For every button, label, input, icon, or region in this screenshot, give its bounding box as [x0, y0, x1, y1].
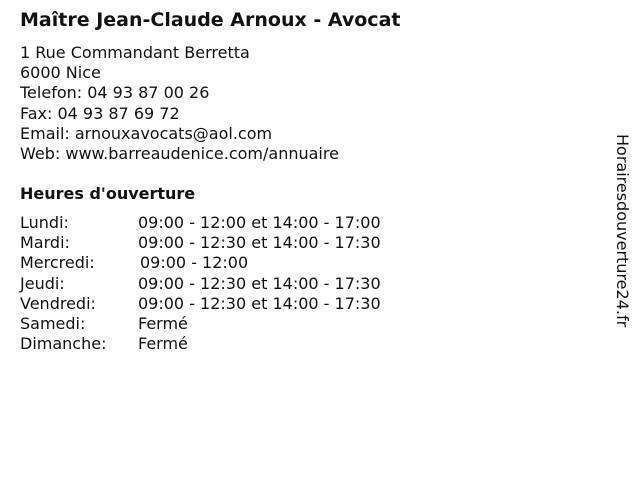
- time-value: 09:00 - 12:30 et 14:00 - 17:30: [138, 293, 381, 313]
- fax-line: Fax: 04 93 87 69 72: [20, 103, 180, 123]
- page-title: Maître Jean-Claude Arnoux - Avocat: [20, 9, 401, 31]
- day-label: Jeudi:: [20, 273, 65, 293]
- hours-row-thursday: [20, 274, 440, 294]
- day-label: Vendredi:: [20, 293, 96, 313]
- time-value: 09:00 - 12:30 et 14:00 - 17:30: [138, 273, 381, 293]
- time-value: 09:00 - 12:00: [140, 253, 249, 273]
- hours-row-saturday: [20, 314, 440, 334]
- address-street: 1 Rue Commandant Berretta: [20, 43, 250, 62]
- web-line: Web: www.barreaudenice.com/annuaire: [20, 144, 339, 164]
- contact-block: [20, 43, 339, 164]
- hours-row-sunday: [20, 334, 440, 354]
- hours-heading: Heures d'ouverture: [20, 184, 196, 203]
- address-city: 6000 Nice: [20, 63, 101, 83]
- day-label: Lundi:: [20, 213, 69, 232]
- day-label: Samedi:: [20, 313, 86, 333]
- day-label: Dimanche:: [20, 334, 107, 354]
- phone-line: Telefon: 04 93 87 00 26: [20, 83, 210, 103]
- watermark-text: Horairesdouverture24.fr: [613, 134, 632, 328]
- hours-row-wednesday: [20, 253, 440, 273]
- email-line: Email: arnouxavocats@aol.com: [20, 123, 273, 143]
- time-value: 09:00 - 12:30 et 14:00 - 17:30: [138, 233, 381, 253]
- time-value: Fermé: [138, 313, 188, 333]
- hours-row-tuesday: [20, 233, 440, 253]
- time-value: 09:00 - 12:00 et 14:00 - 17:00: [138, 213, 381, 232]
- hours-row-monday: [20, 213, 440, 233]
- day-label: Mardi:: [20, 233, 70, 253]
- time-value: Fermé: [138, 334, 188, 354]
- day-label: Mercredi:: [20, 253, 95, 273]
- watermark: [612, 134, 632, 374]
- hours-table: [20, 213, 440, 354]
- hours-row-friday: [20, 294, 440, 314]
